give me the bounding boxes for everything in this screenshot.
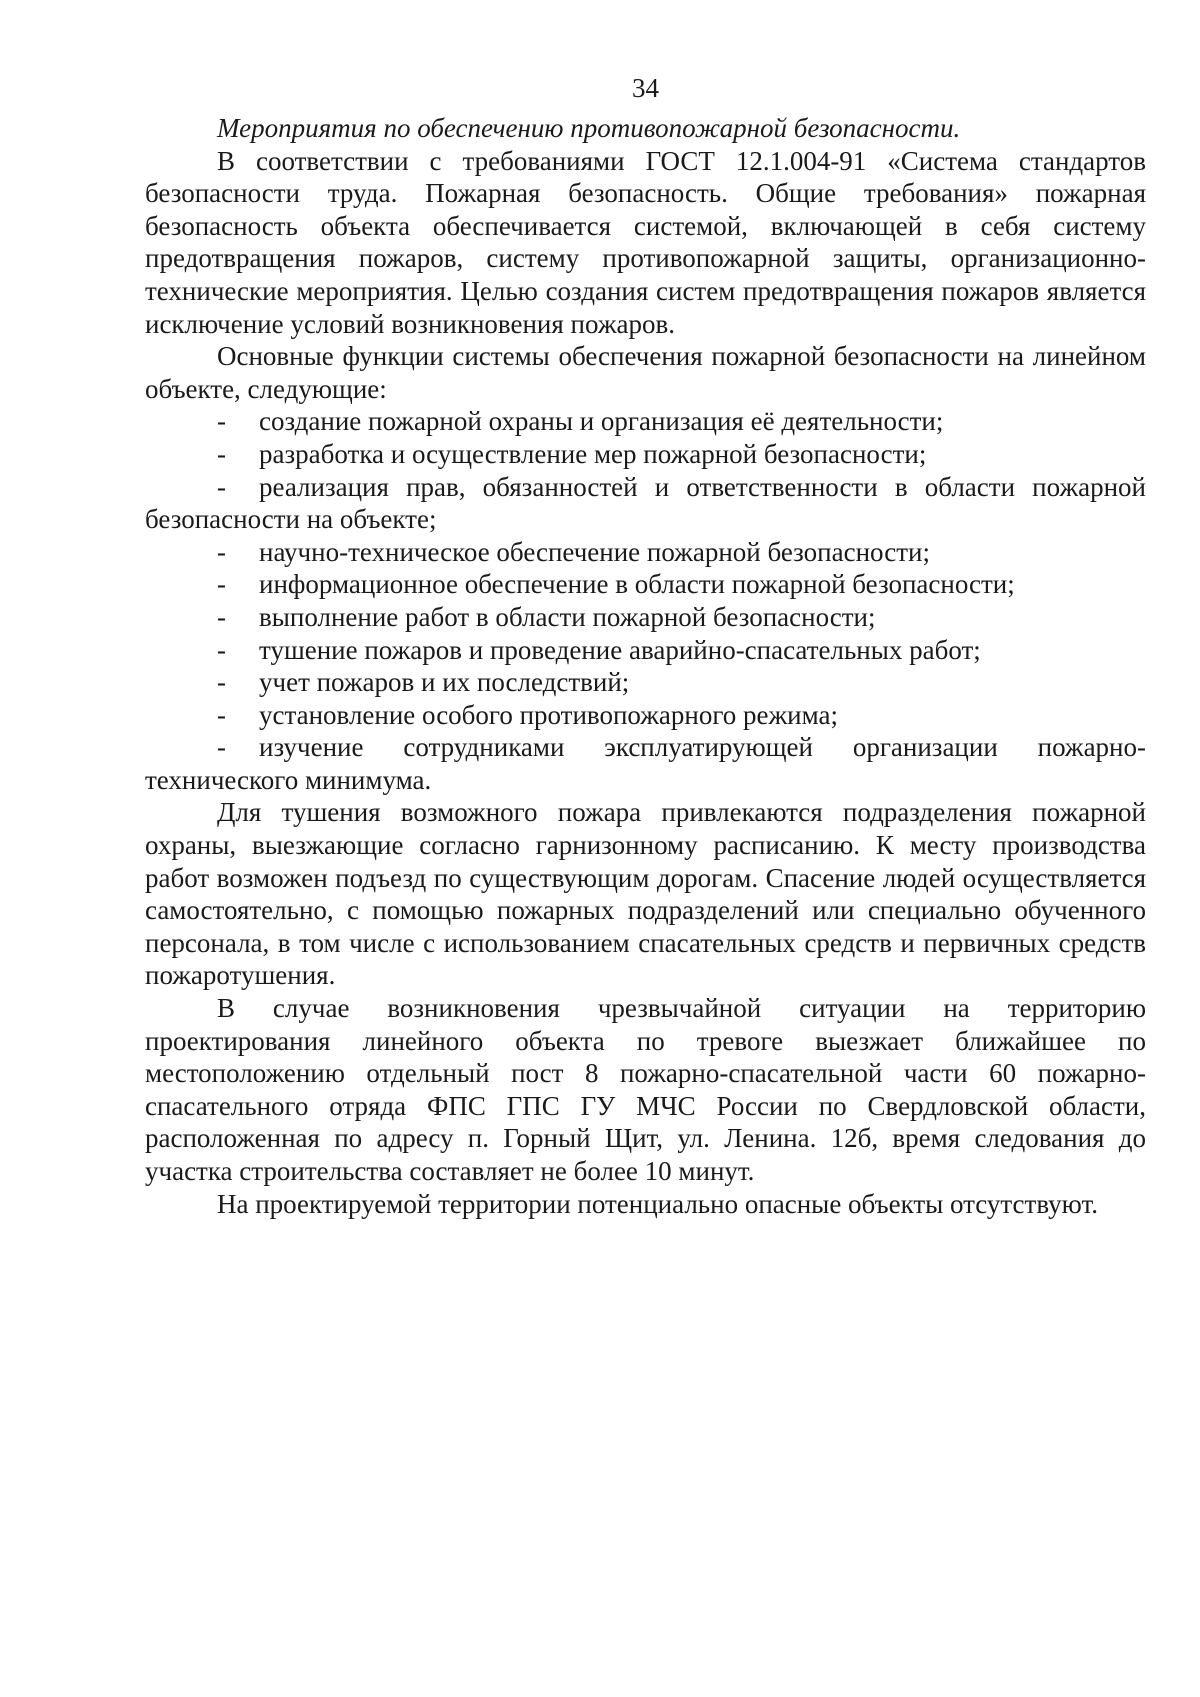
paragraph-hazardous-objects: На проектируемой территории потенциально опасные объекты отсутствуют.	[217, 1188, 1098, 1219]
list-item	[145, 634, 1146, 667]
document-page	[145, 72, 1146, 1220]
list-item	[145, 731, 1146, 796]
page-number: 34	[632, 73, 659, 103]
list-item	[145, 405, 1146, 438]
paragraph-firefighting: Для тушения возможного пожара привлекаются подразделения пожарной охраны, выезжающие согласно гарнизонному расписанию. К месту производства работ возможен подъезд по существующим дорогам. Спасение людей осуществляется самостоятельно, с помощью пожарных подразделений или специально обученного персонала, в том числе с использованием спасательных средств и первичных средств пожаротушения.	[145, 797, 1146, 991]
list-item-text: выполнение работ в области пожарной безопасности;	[259, 601, 876, 632]
dash-marker: -	[217, 667, 226, 698]
dash-marker: -	[217, 699, 226, 730]
dash-marker: -	[217, 536, 226, 567]
section-heading: Мероприятия по обеспечению противопожарной безопасности.	[217, 113, 961, 143]
list-item-text: научно-техническое обеспечение пожарной безопасности;	[259, 536, 930, 567]
paragraph-emergency-response: В случае возникновения чрезвычайной ситуации на территорию проектирования линейного объекта по тревоге выезжает ближайшее по местоположению отдельный пост 8 пожарно-спасательной части 60 пожарно-спасательного отряда ФПС ГПС ГУ МЧС России по Свердловской области, расположенная по адресу п. Горный Щит, ул. Ленина. 12б, время следования до участка строительства составляет не более 10 минут.	[145, 993, 1146, 1186]
list-item	[145, 699, 1146, 732]
list-item	[145, 666, 1146, 699]
dash-marker: -	[217, 471, 226, 502]
dash-marker: -	[217, 601, 226, 632]
list-item	[145, 568, 1146, 601]
list-item-text: информационное обеспечение в области пожарной безопасности;	[259, 569, 1015, 600]
functions-list	[145, 405, 1146, 796]
list-item	[145, 471, 1146, 536]
list-item-text: учет пожаров и их последствий;	[259, 667, 630, 698]
dash-marker: -	[217, 732, 226, 763]
dash-marker: -	[217, 634, 226, 665]
list-item-text: установление особого противопожарного режима;	[259, 699, 838, 730]
list-item	[145, 438, 1146, 471]
list-item	[145, 601, 1146, 634]
list-item-text: изучение сотрудниками эксплуатирующей организации пожарно-технического минимума.	[145, 732, 1146, 795]
list-item-text: разработка и осуществление мер пожарной безопасности;	[259, 438, 927, 469]
dash-marker: -	[217, 406, 226, 437]
dash-marker: -	[217, 569, 226, 600]
list-item-text: создание пожарной охраны и организация её деятельности;	[259, 406, 944, 437]
dash-marker: -	[217, 438, 226, 469]
paragraph-gost-requirements: В соответствии с требованиями ГОСТ 12.1.004-91 «Система стандартов безопасности труда. Пожарная безопасность. Общие требования» пожарная безопасность объекта обеспечивается системой, включающей в себя систему предотвращения пожаров, систему противопожарной защиты, организационно-технические мероприятия. Целью создания систем предотвращения пожаров является исключение условий возникновения пожаров.	[145, 145, 1146, 339]
paragraph-main-functions: Основные функции системы обеспечения пожарной безопасности на линейном объекте, следующие:	[145, 341, 1146, 404]
list-item-text: реализация прав, обязанностей и ответственности в области пожарной безопасности на объекте;	[145, 471, 1146, 535]
list-item-text: тушение пожаров и проведение аварийно-спасательных работ;	[259, 634, 981, 665]
list-item	[145, 536, 1146, 569]
